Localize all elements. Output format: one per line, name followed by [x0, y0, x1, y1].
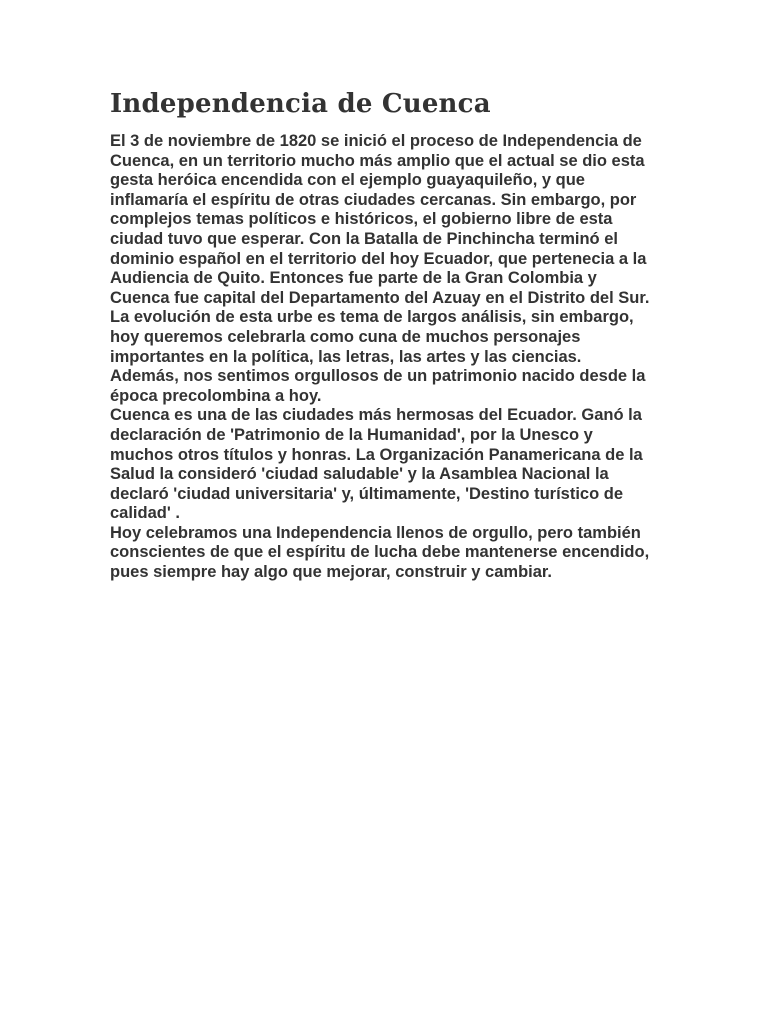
paragraph-history: El 3 de noviembre de 1820 se inició el proceso de Independencia de Cuenca, en un territorio mucho más amplio que el actual se dio esta gesta heróica encendida con el ejemplo guayaquileño, y que inflamaría el espíritu de otras ciudades cercanas. Sin embargo, por complejos temas políticos e históricos, el gobierno libre de esta ciudad tuvo que esperar. Con la Batalla de Pinchincha terminó el dominio español en el territorio del hoy Ecuador, que pertenecia a la Audiencia de Quito. Entonces fue parte de la Gran Colombia y Cuenca fue capital del Departamento del Azuay en el Distrito del Sur. La evolución de esta urbe es tema de largos análisis, sin embargo, hoy queremos celebrarla como cuna de muchos personajes importantes en la política, las letras, las artes y las ciencias. — [110, 132, 650, 366]
paragraph-recognitions: Cuenca es una de las ciudades más hermosas del Ecuador. Ganó la declaración de 'Patrimonio de la Humanidad', por la Unesco y muchos otros títulos y honras. La Organización Panamericana de la Salud la consideró 'ciudad saludable' y la Asamblea Nacional la declaró 'ciudad universitaria' y, últimamente, 'Destino turístico de calidad' . — [110, 406, 643, 523]
paragraph-celebration: Hoy celebramos una Independencia llenos de orgullo, pero también conscientes de que el espíritu de lucha debe mantenerse encendido, pues siempre hay algo que mejorar, construir y cambiar. — [110, 523, 650, 582]
document-page — [110, 86, 660, 583]
paragraph-heritage: Además, nos sentimos orgullosos de un patrimonio nacido desde la época precolombina a hoy. — [110, 367, 646, 405]
document-title: Independencia de Cuenca — [110, 89, 491, 119]
document-body — [110, 132, 660, 583]
